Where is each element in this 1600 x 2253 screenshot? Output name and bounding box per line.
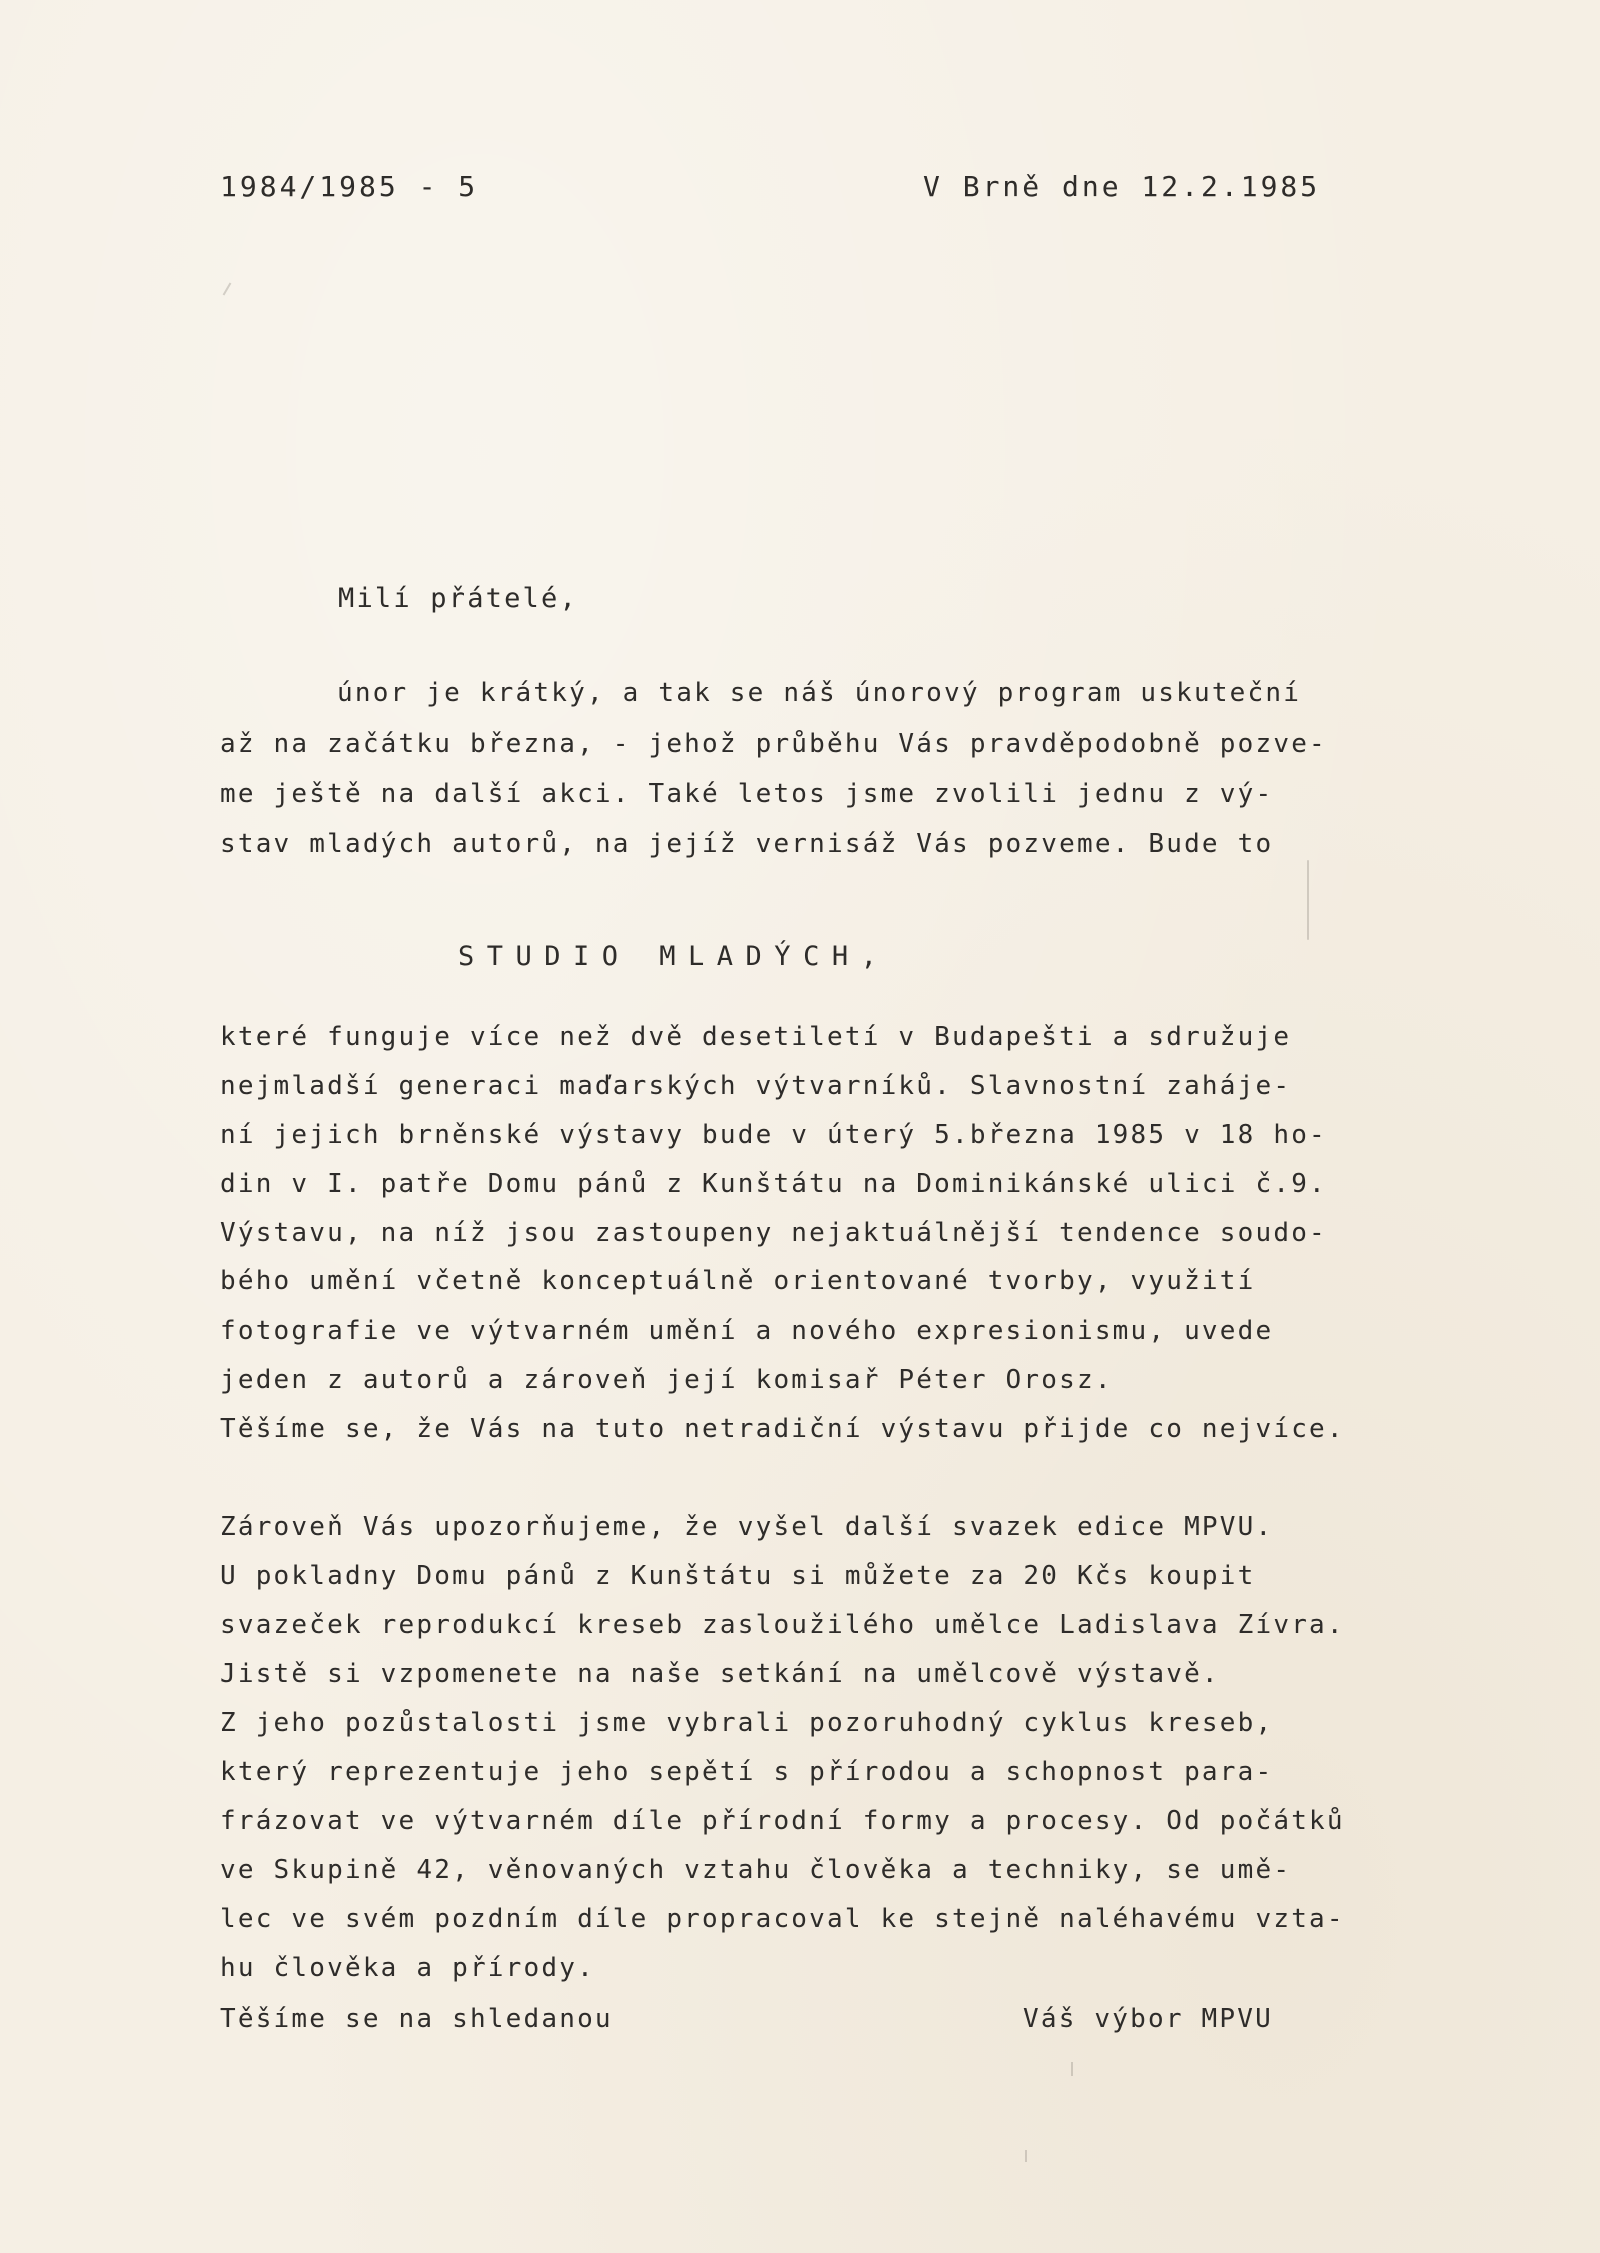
text-line: nejmladší generaci maďarských výtvarníků. Slavnostní zaháje- [220,1071,1292,1101]
text-line: Těšíme se, že Vás na tuto netradiční výstavu přijde co nejvíce. [220,1414,1345,1444]
text-line: který reprezentuje jeho sepětí s přírodou a schopnost para- [220,1757,1274,1787]
text-line: frázovat ve výtvarném díle přírodní formy a procesy. Od počátků [220,1806,1345,1836]
signature-line: Váš výbor MPVU [1023,2004,1273,2034]
text-line: din v I. patře Domu pánů z Kunštátu na Dominikánské ulici č.9. [220,1169,1327,1199]
text-line: Výstavu, na níž jsou zastoupeny nejaktuálnější tendence soudo- [220,1218,1327,1248]
text-line: únor je krátký, a tak se náš únorový program uskuteční [337,678,1302,708]
text-line: stav mladých autorů, na jejíž vernisáž Vás pozveme. Bude to [220,829,1274,859]
exhibition-title: STUDIO MLADÝCH, [458,941,890,972]
closing-line: Těšíme se na shledanou [220,2004,613,2034]
place-and-date: V Brně dne 12.2.1985 [923,170,1321,203]
text-line: ve Skupině 42, věnovaných vztahu člověka a techniky, se umě- [220,1855,1292,1885]
text-line: lec ve svém pozdním díle propracoval ke stejně naléhavému vzta- [220,1904,1345,1934]
paper-mark [1071,2062,1073,2076]
text-line: ní jejich brněnské výstavy bude v úterý 5.března 1985 v 18 ho- [220,1120,1327,1150]
text-line: fotografie ve výtvarném umění a nového expresionismu, uvede [220,1316,1274,1346]
paper-mark [223,282,232,295]
text-line: Z jeho pozůstalosti jsme vybrali pozoruhodný cyklus kreseb, [220,1708,1274,1738]
salutation: Milí přátelé, [338,583,578,614]
text-line: Zároveň Vás upozorňujeme, že vyšel další svazek edice MPVU. [220,1512,1274,1542]
paper-mark [1025,2150,1027,2162]
text-line: Jistě si vzpomenete na naše setkání na umělcově výstavě. [220,1659,1220,1689]
text-line: jeden z autorů a zároveň její komisař Péter Orosz. [220,1365,1113,1395]
text-line: bého umění včetně konceptuálně orientované tvorby, využití [220,1266,1256,1296]
text-line: me ještě na další akci. Také letos jsme zvolili jednu z vý- [220,779,1274,809]
reference-number: 1984/1985 - 5 [220,170,479,203]
text-line: až na začátku března, - jehož průběhu Vás pravděpodobně pozve- [220,729,1327,759]
text-line: svazeček reprodukcí kreseb zasloužilého umělce Ladislava Zívra. [220,1610,1345,1640]
text-line: které funguje více než dvě desetiletí v Budapešti a sdružuje [220,1022,1292,1052]
paper-mark [1307,860,1309,940]
text-line: hu člověka a přírody. [220,1953,595,1983]
text-line: U pokladny Domu pánů z Kunštátu si můžete za 20 Kčs koupit [220,1561,1256,1591]
